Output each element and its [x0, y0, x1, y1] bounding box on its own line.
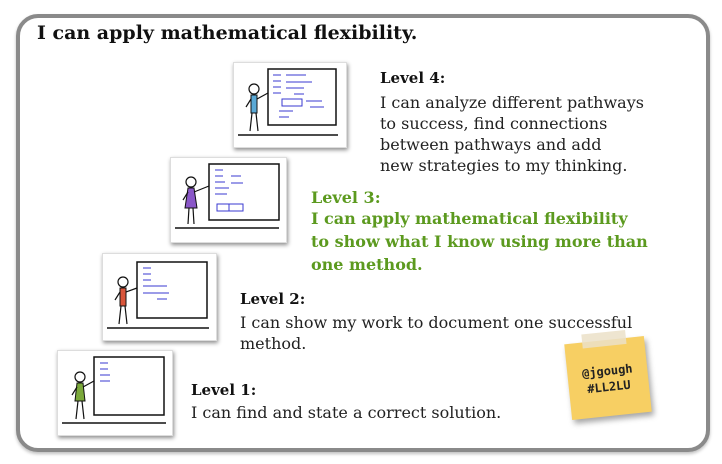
level-2-illustration [102, 253, 217, 341]
sticky-note-handle: @jgough [581, 361, 634, 381]
level-3-heading: Level 3: [311, 188, 381, 207]
level-2-text: I can show my work to document one successful method. [240, 313, 633, 353]
level-4-heading: Level 4: [380, 69, 446, 87]
sticky-note [564, 336, 652, 420]
level-1-text: I can find and state a correct solution. [191, 403, 502, 422]
level-4-text: I can analyze different pathways to success, find connections between pathways and add new strategies to my thinking. [380, 93, 644, 175]
level-4-illustration [233, 62, 347, 148]
level-1-illustration [57, 350, 173, 436]
level-2-heading: Level 2: [240, 290, 306, 308]
page-title: I can apply mathematical flexibility. [37, 22, 418, 44]
level-3-illustration [170, 157, 287, 243]
level-1-heading: Level 1: [191, 381, 257, 399]
level-3-text: I can apply mathematical flexibility to show what I know using more than one method. [311, 209, 648, 274]
sticky-note-hashtag: #LL2LU [586, 377, 632, 397]
